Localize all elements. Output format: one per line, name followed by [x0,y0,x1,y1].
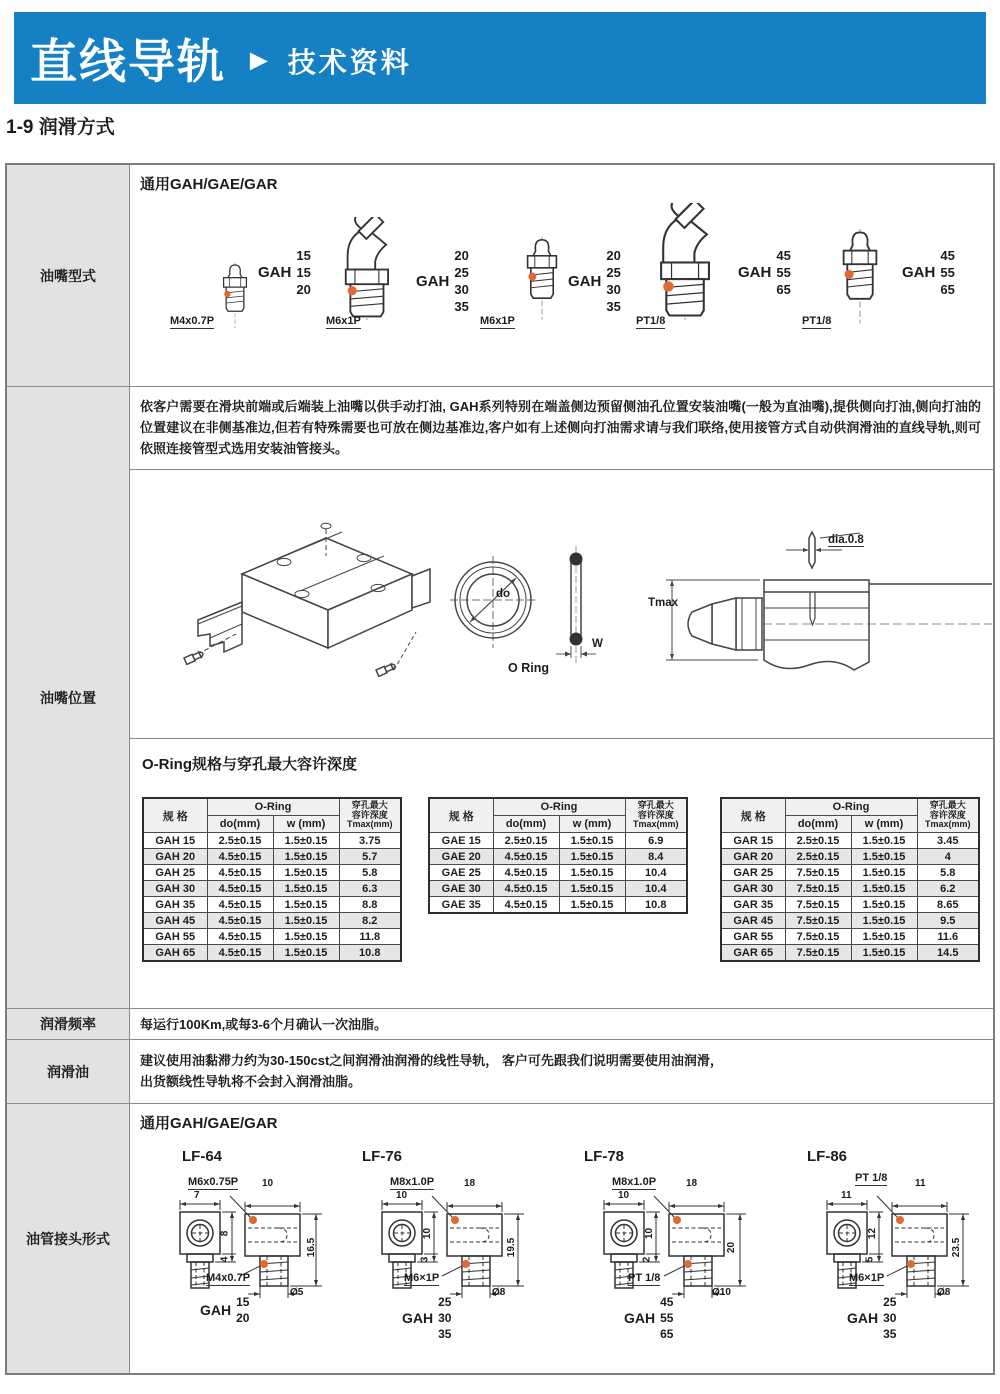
size-item: 25 [454,265,469,280]
table-cell: 6.9 [625,833,687,849]
h2-dim: 4 [219,1256,231,1263]
grease-nipple-angled-drawing [632,203,736,323]
table-cell: 4 [917,849,979,865]
oil-text-line2: 出货额线性导轨将不会封入润滑油脂。 [140,1074,362,1089]
table-cell: 8.65 [917,897,979,913]
table-cell: 1.5±0.15 [851,849,917,865]
size-item: 20 [606,248,621,263]
table-cell: 10.4 [625,865,687,881]
table-cell: 1.5±0.15 [273,945,339,962]
bottom-thread-label: PT 1/8 [628,1272,661,1284]
col-header-do: do(mm) [207,816,273,833]
size-item: 15 [296,248,311,263]
h2-dim: 5 [864,1256,876,1263]
size-item: 45 [660,1295,674,1309]
size-item: 65 [660,1327,674,1341]
total-height-dim: 19.5 [506,1237,518,1258]
left-width-dim: 10 [618,1190,630,1201]
col-header-tmax: 穿孔最大 容许深度 Tmax(mm) [625,798,687,833]
nipple-figure-2 [320,217,412,323]
col-header-tmax: 穿孔最大 容许深度 Tmax(mm) [339,798,401,833]
table-row [721,897,979,913]
size-item: 30 [606,282,621,297]
series-size-label: GAH 25 30 35 [847,1295,897,1341]
table-cell: 3.75 [339,833,401,849]
series-size-label: GAH 20 25 30 35 [568,248,621,314]
connector-name: LF-86 [807,1148,848,1165]
top-thread-label: PT 1/8 [855,1172,888,1184]
h1-dim: 10 [644,1227,656,1240]
col-header-w: w (mm) [273,816,339,833]
top-thread-label: M6x0.75P [188,1176,239,1188]
size-item: 15 [236,1295,250,1309]
thread-label: M6x1P [326,315,361,327]
common-series-label: 通用GAH/GAE/GAR [140,1115,278,1132]
table-cell: GAR 55 [721,929,785,945]
col-header-w: w (mm) [559,816,625,833]
table-cell: GAH 65 [143,945,207,962]
table-cell: 6.3 [339,881,401,897]
nozzle-type-content [130,165,993,386]
size-item: 45 [940,248,955,263]
series-size-label: GAH 45 55 65 [738,248,791,297]
table-cell: 4.5±0.15 [207,849,273,865]
series-size-label: GAH 45 55 65 [624,1295,674,1341]
series-size-label: GAH 45 55 65 [902,248,955,297]
table-cell: 4.5±0.15 [493,881,559,897]
col-header-oring: O-Ring [493,798,625,816]
table-cell: 7.5±0.15 [785,913,851,929]
table-cell: 1.5±0.15 [559,865,625,881]
table-cell: 7.5±0.15 [785,897,851,913]
size-item: 25 [606,265,621,280]
connector-figure-lf78 [574,1142,774,1370]
table-row [143,833,401,849]
table-cell: 1.5±0.15 [559,849,625,865]
col-header-do: do(mm) [785,816,851,833]
table-cell: 5.7 [339,849,401,865]
grease-nipple-straight-drawing [216,261,254,331]
table-row [143,913,401,929]
table-cell: 11.6 [917,929,979,945]
header-bar [14,12,986,104]
size-item: 55 [660,1311,674,1325]
table-cell: GAH 30 [143,881,207,897]
table-row [143,881,401,897]
table-cell: 8.4 [625,849,687,865]
total-height-dim: 16.5 [306,1237,318,1258]
grease-nipple-angled-drawing [320,217,412,323]
size-item: 35 [883,1327,897,1341]
row-label-nozzle-type: 油嘴型式 [7,165,130,386]
table-cell: 11.8 [339,929,401,945]
table-cell: 1.5±0.15 [273,833,339,849]
series-size-label: GAH 15 20 [200,1295,250,1325]
size-item: 25 [883,1295,897,1309]
table-cell: 10.8 [625,897,687,914]
table-cell: 1.5±0.15 [273,929,339,945]
connector-figure-lf64 [150,1142,350,1370]
tmax-label: Tmax [648,597,679,609]
h1-dim: 8 [219,1230,231,1237]
left-width-dim: 11 [841,1190,852,1201]
series-size-label: GAH 15 15 20 [258,248,311,297]
table-cell: GAE 15 [429,833,493,849]
table-cell: 1.5±0.15 [851,913,917,929]
table-cell: GAE 30 [429,881,493,897]
table-cell: 4.5±0.15 [207,913,273,929]
table-cell: 4.5±0.15 [493,897,559,914]
left-width-dim: 7 [194,1190,200,1201]
h1-dim: 12 [867,1227,879,1240]
table-cell: 1.5±0.15 [559,833,625,849]
connector-content [130,1104,993,1373]
table-row [143,849,401,865]
table-cell: GAH 35 [143,897,207,913]
connector-name: LF-78 [584,1148,625,1165]
common-series-label: 通用GAH/GAE/GAR [140,176,278,193]
size-item: 30 [883,1311,897,1325]
table-cell: 1.5±0.15 [273,849,339,865]
thread-label: PT1/8 [802,315,832,327]
table-cell: GAR 35 [721,897,785,913]
size-item: 20 [296,282,311,297]
width-dim: 11 [915,1178,926,1189]
row-oil [7,1040,993,1104]
position-paragraph: 依客户需要在滑块前端或后端装上油嘴以供手动打油, GAH系列特别在端盖侧边预留侧油孔位置安装油嘴(一般为直油嘴),提供侧向打油,侧向打油的位置建议在非侧基准边,但若有特殊需要也可放在侧边基准边,客户如有上述侧向打油需求请与我们联络,使用接管方式自动供润滑油的直线导轨,则可依照连接管型式选用安装油管接头。 [140,399,981,456]
oring-table-gar [720,797,980,962]
h2-dim: 3 [419,1256,431,1263]
nipple-figure-4 [632,203,736,323]
table-cell: 8.2 [339,913,401,929]
col-header-spec: 规 格 [721,798,785,833]
col-header-oring: O-Ring [207,798,339,816]
table-cell: 7.5±0.15 [785,945,851,962]
col-header-spec: 规 格 [143,798,207,833]
table-row [721,945,979,962]
oring-table-gah [142,797,402,962]
frequency-content [130,1009,993,1039]
row-nozzle-position [7,387,993,1009]
col-header-w: w (mm) [851,816,917,833]
page-title: 直线导轨 [30,34,226,88]
dia-dim: Ø8 [492,1287,506,1298]
width-dim: 18 [686,1178,698,1189]
table-row [143,929,401,945]
oring-tables-cell [130,739,993,1008]
size-item: 35 [606,299,621,314]
row-frequency [7,1009,993,1040]
table-row [721,881,979,897]
table-cell: 2.5±0.15 [785,849,851,865]
size-item: 30 [454,282,469,297]
series-size-label: GAH 20 25 30 35 [416,248,469,314]
oring-front-view-drawing [448,556,538,656]
dia-dim: Ø8 [937,1287,951,1298]
oring-tables-title: O-Ring规格与穿孔最大容许深度 [142,756,357,773]
col-header-do: do(mm) [493,816,559,833]
table-cell: 1.5±0.15 [273,897,339,913]
table-cell: 4.5±0.15 [207,865,273,881]
total-height-dim: 20 [726,1241,738,1254]
table-cell: 4.5±0.15 [207,945,273,962]
h1-dim: 10 [422,1227,434,1240]
table-cell: GAR 20 [721,849,785,865]
size-item: 65 [776,282,791,297]
table-cell: GAE 25 [429,865,493,881]
table-row [429,849,687,865]
col-header-oring: O-Ring [785,798,917,816]
table-cell: 9.5 [917,913,979,929]
table-cell: 2.5±0.15 [207,833,273,849]
table-cell: 10.4 [625,881,687,897]
connector-figure-lf86 [797,1142,993,1370]
arrow-right-icon: ► [244,44,274,77]
table-cell: 5.8 [917,865,979,881]
spec-table [5,163,995,1375]
thread-label: PT1/8 [636,315,666,327]
table-cell: 1.5±0.15 [851,881,917,897]
size-item: 35 [454,299,469,314]
width-dim: 10 [262,1178,274,1189]
oring-table-gae [428,797,688,914]
table-cell: 7.5±0.15 [785,881,851,897]
size-item: 25 [438,1295,452,1309]
table-cell: 7.5±0.15 [785,865,851,881]
table-row [143,865,401,881]
table-cell: 4.5±0.15 [493,865,559,881]
table-cell: GAH 55 [143,929,207,945]
table-cell: GAR 15 [721,833,785,849]
table-cell: GAR 25 [721,865,785,881]
dia-dim: Ø5 [290,1287,304,1298]
row-label-oil: 润滑油 [7,1040,130,1103]
table-row [721,929,979,945]
thread-label: M4x0.7P [170,315,215,327]
bottom-thread-label: M4x0.7P [206,1272,251,1284]
table-cell: GAH 25 [143,865,207,881]
table-cell: 3.45 [917,833,979,849]
table-cell: 4.5±0.15 [207,929,273,945]
oil-text-line1: 建议使用油黏滞力约为30-150cst之间润滑油润滑的线性导轨， 客户可先跟我们说明需要使用油润滑， [140,1053,723,1068]
row-label-connector: 油管接头形式 [7,1104,130,1373]
oring-diameter-label: do [496,588,511,600]
table-cell: GAE 35 [429,897,493,914]
table-cell: GAR 45 [721,913,785,929]
row-connector [7,1104,993,1373]
nipple-figure-5 [832,227,888,327]
row-label-frequency: 润滑频率 [7,1009,130,1039]
connector-name: LF-76 [362,1148,403,1165]
linear-guide-block-drawing [180,512,435,692]
table-row [721,865,979,881]
total-height-dim: 23.5 [951,1237,963,1258]
table-cell: 1.5±0.15 [273,881,339,897]
top-thread-label: M8x1.0P [612,1176,657,1188]
table-cell: 14.5 [917,945,979,962]
dia-dim: Ø10 [712,1287,731,1298]
section-title: 1-9 润滑方式 [6,117,115,138]
size-item: 35 [438,1327,452,1341]
table-row [429,833,687,849]
top-thread-label: M8x1.0P [390,1176,435,1188]
col-header-tmax: 穿孔最大 容许深度 Tmax(mm) [917,798,979,833]
table-cell: GAH 45 [143,913,207,929]
bottom-thread-label: M6×1P [849,1272,885,1284]
table-cell: 4.5±0.15 [207,897,273,913]
table-cell: 1.5±0.15 [851,865,917,881]
table-row [721,913,979,929]
table-cell: GAH 20 [143,849,207,865]
table-cell: 6.2 [917,881,979,897]
connector-figure-lf76 [352,1142,552,1370]
nipple-figure-1 [216,261,254,331]
position-paragraph-cell [130,387,993,470]
oring-caption: O Ring [508,661,549,675]
table-cell: 1.5±0.15 [559,897,625,914]
bottom-thread-label: M6×1P [404,1272,440,1284]
table-cell: 8.8 [339,897,401,913]
table-cell: 4.5±0.15 [493,849,559,865]
grease-nipple-straight-drawing [832,227,888,327]
table-cell: 1.5±0.15 [273,913,339,929]
size-item: 45 [776,248,791,263]
table-cell: 5.8 [339,865,401,881]
table-cell: 10.8 [339,945,401,962]
size-item: 20 [236,1311,250,1325]
grease-nipple-straight-drawing [518,235,566,323]
oring-width-label: W [592,638,603,650]
row-nozzle-type [7,165,993,387]
nipple-figure-3 [518,235,566,323]
table-row [721,849,979,865]
size-item: 55 [940,265,955,280]
table-row [429,881,687,897]
size-item: 15 [296,265,311,280]
table-cell: 1.5±0.15 [851,833,917,849]
pin-dia-label: dia.0.8 [828,534,864,546]
table-cell: 2.5±0.15 [493,833,559,849]
table-cell: 1.5±0.15 [851,945,917,962]
size-item: 30 [438,1311,452,1325]
nozzle-position-content [130,387,993,1008]
table-row [143,945,401,962]
table-cell: 1.5±0.15 [851,929,917,945]
table-row [429,897,687,914]
table-cell: GAH 15 [143,833,207,849]
row-label-nozzle-position: 油嘴位置 [7,387,130,1008]
oil-content [130,1040,993,1103]
table-cell: 1.5±0.15 [559,881,625,897]
table-cell: 7.5±0.15 [785,929,851,945]
col-header-spec: 规 格 [429,798,493,833]
table-row [143,897,401,913]
size-item: 65 [940,282,955,297]
connector-name: LF-64 [182,1148,223,1165]
table-row [721,833,979,849]
table-cell: 4.5±0.15 [207,881,273,897]
table-cell: 1.5±0.15 [273,865,339,881]
left-width-dim: 10 [396,1190,408,1201]
table-cell: GAR 30 [721,881,785,897]
width-dim: 18 [464,1178,476,1189]
h2-dim: 2 [641,1256,653,1263]
table-row [429,865,687,881]
series-size-label: GAH 25 30 35 [402,1295,452,1341]
nozzle-section-drawing [654,528,993,683]
table-cell: 1.5±0.15 [851,897,917,913]
size-item: 20 [454,248,469,263]
frequency-text: 每运行100Km,或每3-6个月确认一次油脂。 [140,1017,388,1032]
table-cell: GAE 20 [429,849,493,865]
table-cell: GAR 65 [721,945,785,962]
table-cell: 2.5±0.15 [785,833,851,849]
position-diagram-cell [130,470,993,739]
page-subtitle: 技术资料 [287,47,412,78]
thread-label: M6x1P [480,315,515,327]
size-item: 55 [776,265,791,280]
